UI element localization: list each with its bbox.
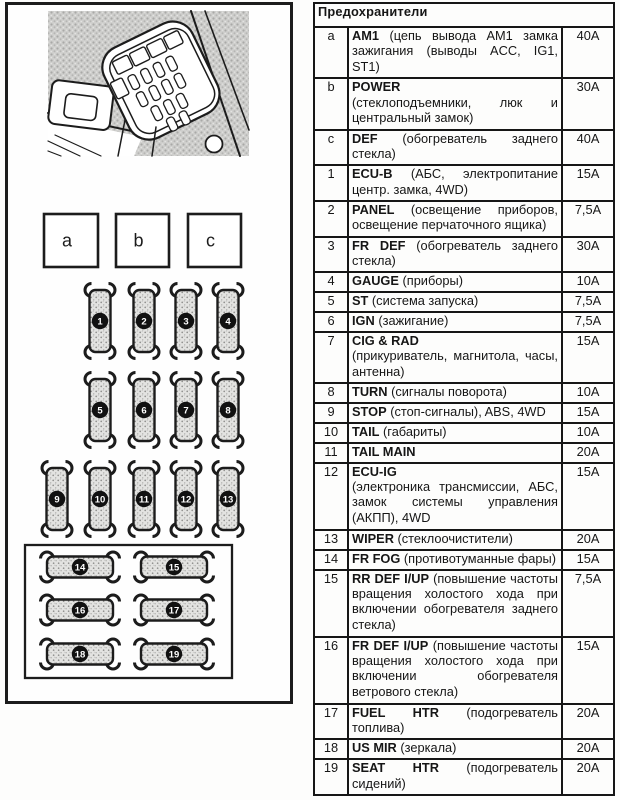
fuse-row-id: 19 — [314, 759, 348, 795]
fuse-desc: (стеклоочистители) — [397, 530, 513, 546]
fuse-amperage: 15A — [562, 463, 614, 530]
table-row — [314, 292, 614, 312]
fuse-row-id: 12 — [314, 463, 348, 530]
table-row — [314, 530, 614, 550]
fuse-number: 18 — [74, 649, 86, 661]
fuse-desc: (противотуманные фары) — [403, 550, 556, 566]
side-pocket-sketch — [48, 80, 115, 131]
fuse-row-id: 3 — [314, 237, 348, 273]
fuse-number: 5 — [97, 405, 103, 417]
fuse-name: SEAT HTR — [352, 760, 439, 776]
table-header-row — [314, 3, 614, 27]
relay-slot-label: b — [133, 230, 144, 251]
fuse-name: FUEL HTR — [352, 704, 439, 720]
table-row — [314, 78, 614, 129]
fuse-desc: (обогреватель заднего стекла) — [352, 237, 558, 268]
fuse-amperage: 15A — [562, 637, 614, 704]
fuse-symbol — [171, 462, 201, 537]
fuse-row-circuit — [348, 312, 562, 332]
fuse-name: DEF — [352, 130, 378, 146]
fuse-desc: (обогреватель заднего стекла) — [352, 130, 558, 162]
fuse-amperage: 40A — [562, 27, 614, 78]
fuse-row-id: 6 — [314, 312, 348, 332]
fuse-amperage: 7,5A — [562, 570, 614, 637]
fuse-row-circuit — [348, 237, 562, 273]
fuse-number: 8 — [225, 405, 231, 417]
fuse-desc: (АБС, электропитание центр. замка, 4WD) — [352, 166, 558, 197]
fuse-amperage: 15A — [562, 165, 614, 201]
horizontal-fuses — [41, 552, 214, 669]
table-row — [314, 463, 614, 530]
fuse-row-circuit — [348, 704, 562, 740]
fuse-amperage: 10A — [562, 272, 614, 292]
fuse-row-circuit — [348, 272, 562, 292]
diagram-svg — [8, 5, 290, 701]
fuse-amperage: 10A — [562, 423, 614, 443]
fuse-row-id: 9 — [314, 403, 348, 423]
fuse-row-id: 15 — [314, 570, 348, 637]
relay-slot — [44, 214, 98, 267]
fuse-row-id: b — [314, 78, 348, 129]
table-row — [314, 570, 614, 637]
fuse-number: 19 — [168, 649, 180, 661]
fuse-name: FR DEF — [352, 237, 406, 253]
fuse-number: 2 — [141, 316, 147, 328]
fuse-symbol — [41, 595, 120, 625]
fuse-row-id: c — [314, 130, 348, 166]
fuse-amperage: 15A — [562, 332, 614, 383]
fuse-row-id: 17 — [314, 704, 348, 740]
table-row — [314, 704, 614, 740]
fuse-row-circuit — [348, 403, 562, 423]
fuse-name: TURN — [352, 384, 388, 400]
fuse-desc: (габариты) — [383, 423, 447, 439]
fuse-number: 10 — [94, 494, 106, 506]
fuse-desc: (повышение частоты вращения холостого хода при включении обогревателя ветрового стекла) — [352, 637, 558, 699]
fuse-name: TAIL — [352, 423, 380, 439]
fuse-symbol — [85, 284, 115, 359]
fuse-table — [313, 2, 615, 796]
table-row — [314, 165, 614, 201]
fuse-amperage: 20A — [562, 739, 614, 759]
fuse-name: CIG & RAD — [352, 332, 419, 348]
fuse-desc: (прикуриватель, магнитола, часы, антенна) — [352, 348, 558, 379]
panel-hole — [206, 136, 223, 153]
fuse-desc: (цепь вывода AM1 замка зажигания (выводы ACC, IG1, ST1) — [352, 28, 558, 74]
fuse-row-circuit — [348, 27, 562, 78]
fuse-number: 7 — [183, 405, 189, 417]
fuse-name: TAIL MAIN — [352, 443, 416, 459]
vertical-fuses — [42, 284, 243, 537]
table-row — [314, 403, 614, 423]
table-row — [314, 312, 614, 332]
fuse-number: 1 — [97, 316, 103, 328]
fuse-name: STOP — [352, 404, 387, 420]
fuse-row-id: 14 — [314, 550, 348, 570]
fuse-name: US MIR — [352, 740, 397, 756]
fuse-amperage: 15A — [562, 550, 614, 570]
fuse-amperage: 7,5A — [562, 292, 614, 312]
fuse-desc: (стеклоподъемники, люк и центральный замок) — [352, 94, 558, 126]
fuse-symbol — [85, 373, 115, 448]
table-row — [314, 759, 614, 795]
fuse-row-circuit — [348, 201, 562, 237]
fuse-symbol — [135, 595, 214, 625]
fuse-row-circuit — [348, 165, 562, 201]
fuse-amperage: 7,5A — [562, 201, 614, 237]
fuse-row-id: 1 — [314, 165, 348, 201]
table-row — [314, 550, 614, 570]
fuse-number: 9 — [54, 494, 60, 506]
fuse-desc: (зажигание) — [378, 312, 449, 328]
fuse-amperage: 7,5A — [562, 312, 614, 332]
table-row — [314, 130, 614, 166]
fuse-row-id: 10 — [314, 423, 348, 443]
fuse-number: 3 — [183, 316, 189, 328]
relay-slot-label: c — [206, 230, 215, 251]
fuse-row-id: 4 — [314, 272, 348, 292]
fuse-row-circuit — [348, 383, 562, 403]
fuse-row-id: 16 — [314, 637, 348, 704]
fuse-row-id: 18 — [314, 739, 348, 759]
fuse-desc: (повышение частоты вращения холостого хода при включении обогревателя заднего стекла) — [352, 570, 558, 632]
fuse-row-circuit — [348, 570, 562, 637]
fuse-name: ST — [352, 293, 369, 309]
fuse-symbol — [129, 284, 159, 359]
fuse-amperage: 30A — [562, 237, 614, 273]
fuse-amperage: 20A — [562, 443, 614, 463]
table-row — [314, 237, 614, 273]
fuse-symbol — [42, 462, 72, 537]
fuse-row-circuit — [348, 332, 562, 383]
fuse-symbol — [171, 373, 201, 448]
fuse-number: 6 — [141, 405, 147, 417]
fuse-name: ECU-IG — [352, 463, 397, 479]
fuse-number: 11 — [138, 494, 150, 506]
fuse-name: PANEL — [352, 202, 395, 217]
fuse-name: FR FOG — [352, 550, 401, 566]
fuse-row-circuit — [348, 637, 562, 704]
fuse-amperage: 10A — [562, 383, 614, 403]
relay-slots — [44, 214, 241, 267]
table-title: Предохранители — [314, 3, 614, 27]
table-row — [314, 637, 614, 704]
fuse-symbol — [213, 373, 243, 448]
fuse-row-id: 7 — [314, 332, 348, 383]
fuse-row-id: 13 — [314, 530, 348, 550]
fuse-row-circuit — [348, 443, 562, 463]
fuse-desc: (приборы) — [402, 273, 463, 289]
location-illustration — [48, 11, 249, 156]
fuse-name: GAUGE — [352, 273, 399, 289]
fuse-desc: (освещение приборов, освещение перчаточного ящика) — [352, 202, 558, 233]
fuse-number: 16 — [74, 605, 86, 617]
fuse-desc: (подогреватель топлива) — [352, 704, 558, 736]
fuse-symbol — [213, 462, 243, 537]
table-row — [314, 27, 614, 78]
fuse-desc: (система запуска) — [371, 293, 479, 309]
relay-slot-label: a — [61, 230, 73, 251]
fuse-symbol — [129, 462, 159, 537]
fuse-symbol — [213, 284, 243, 359]
fuse-name: RR DEF I/UP — [352, 570, 430, 586]
fuse-number: 14 — [74, 562, 86, 574]
fuse-name: IGN — [352, 312, 375, 328]
fuse-desc: (электроника трансмиссии, АБС, замок системы управления (АКПП), 4WD — [352, 478, 558, 525]
fuse-desc: (стоп-сигналы), ABS, 4WD — [390, 404, 546, 420]
table-row — [314, 443, 614, 463]
fuse-row-circuit — [348, 739, 562, 759]
fuse-symbol — [171, 284, 201, 359]
table-row — [314, 332, 614, 383]
fuse-row-circuit — [348, 423, 562, 443]
fuse-symbol — [85, 462, 115, 537]
fuse-row-id: 11 — [314, 443, 348, 463]
fuse-row-circuit — [348, 463, 562, 530]
fuse-row-id: 5 — [314, 292, 348, 312]
fuse-symbol — [135, 552, 214, 582]
relay-slot — [188, 214, 241, 267]
fuse-desc: (подогреватель сидений) — [352, 760, 558, 791]
fuse-number: 17 — [168, 605, 180, 617]
table-row — [314, 739, 614, 759]
fuse-symbol — [41, 552, 120, 582]
fuse-desc: (сигналы поворота) — [391, 384, 507, 400]
fuse-amperage: 20A — [562, 530, 614, 550]
fuse-amperage: 20A — [562, 759, 614, 795]
fuse-row-circuit — [348, 530, 562, 550]
fuse-name: WIPER — [352, 530, 394, 546]
fuse-table-section — [313, 2, 615, 796]
fuse-row-circuit — [348, 292, 562, 312]
fuse-panel-diagram — [5, 2, 293, 704]
fuse-symbol — [135, 639, 214, 669]
fuse-row-circuit — [348, 130, 562, 166]
fuse-amperage: 30A — [562, 78, 614, 129]
fuse-name: POWER — [352, 79, 401, 95]
fuse-number: 12 — [180, 494, 192, 506]
fuse-number: 13 — [222, 494, 234, 506]
fuse-desc: (зеркала) — [400, 740, 457, 756]
fuse-number: 15 — [168, 562, 180, 574]
fuse-row-id: 8 — [314, 383, 348, 403]
relay-slot — [116, 214, 169, 267]
fuse-name: ECU-B — [352, 166, 393, 182]
fuse-name: FR DEF I/UP — [352, 637, 429, 653]
table-row — [314, 201, 614, 237]
fuse-row-id: 2 — [314, 201, 348, 237]
fuse-row-id: a — [314, 27, 348, 78]
fuse-amperage: 15A — [562, 403, 614, 423]
fuse-row-circuit — [348, 759, 562, 795]
table-row — [314, 272, 614, 292]
fuse-number: 4 — [225, 316, 231, 328]
table-row — [314, 423, 614, 443]
fuse-amperage: 20A — [562, 704, 614, 740]
fuse-amperage: 40A — [562, 130, 614, 166]
table-row — [314, 383, 614, 403]
fuse-symbol — [41, 639, 120, 669]
fuse-row-circuit — [348, 78, 562, 129]
fuse-row-circuit — [348, 550, 562, 570]
fuse-symbol — [129, 373, 159, 448]
fuse-name: AM1 — [352, 28, 380, 43]
